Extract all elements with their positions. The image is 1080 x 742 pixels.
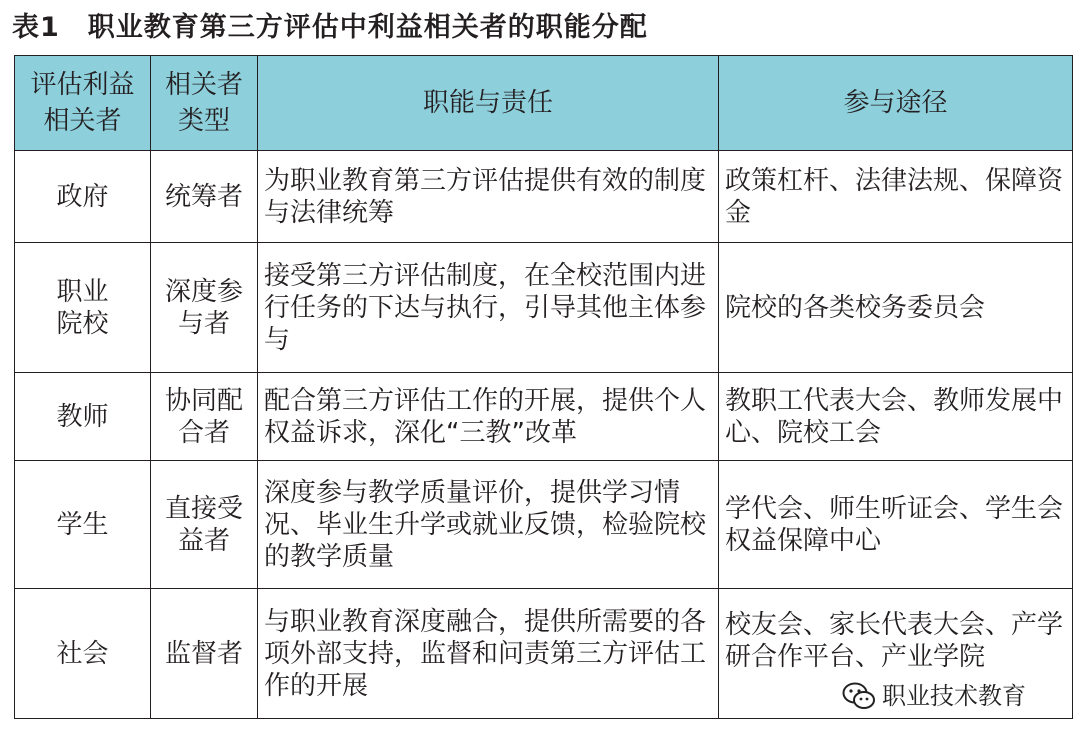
wechat-icon — [842, 681, 876, 711]
wechat-watermark — [842, 678, 1026, 714]
cell-duty: 深度参与教学质量评价，提供学习情况、毕业生升学或就业反馈，检验院校的教学质量 — [258, 461, 719, 589]
cell-type: 监督者 — [151, 589, 258, 719]
cell-channel: 校友会、家长代表大会、产学研合作平台、产业学院 — [719, 589, 1073, 719]
cell-type: 直接受益者 — [151, 461, 258, 589]
cell-channel: 学代会、师生听证会、学生会权益保障中心 — [719, 461, 1073, 589]
header-duty: 职能与责任 — [258, 56, 719, 151]
table-caption: 职业教育第三方评估中利益相关者的职能分配 — [87, 12, 648, 43]
table-number: 表1 — [12, 12, 60, 43]
header-stakeholder: 评估利益相关者 — [15, 56, 151, 151]
cell-stakeholder: 职业院校 — [15, 243, 151, 373]
header-type: 相关者类型 — [151, 56, 258, 151]
table-header-row — [15, 56, 1073, 151]
cell-stakeholder: 政府 — [15, 151, 151, 243]
cell-type: 统筹者 — [151, 151, 258, 243]
cell-channel: 政策杠杆、法律法规、保障资金 — [719, 151, 1073, 243]
cell-duty: 为职业教育第三方评估提供有效的制度与法律统筹 — [258, 151, 719, 243]
cell-type: 协同配合者 — [151, 373, 258, 461]
stakeholder-table — [14, 55, 1073, 719]
table-row — [15, 461, 1073, 589]
table-row — [15, 243, 1073, 373]
cell-duty: 与职业教育深度融合，提供所需要的各项外部支持，监督和问责第三方评估工作的开展 — [258, 589, 719, 719]
cell-channel: 院校的各类校务委员会 — [719, 243, 1073, 373]
cell-channel: 教职工代表大会、教师发展中心、院校工会 — [719, 373, 1073, 461]
watermark-text: 职业技术教育 — [882, 682, 1026, 710]
table-row — [15, 373, 1073, 461]
cell-type: 深度参与者 — [151, 243, 258, 373]
cell-stakeholder: 社会 — [15, 589, 151, 719]
cell-stakeholder: 学生 — [15, 461, 151, 589]
cell-duty: 配合第三方评估工作的开展，提供个人权益诉求，深化“三教”改革 — [258, 373, 719, 461]
cell-stakeholder: 教师 — [15, 373, 151, 461]
table-title — [12, 8, 648, 48]
cell-duty: 接受第三方评估制度，在全校范围内进行任务的下达与执行，引导其他主体参与 — [258, 243, 719, 373]
header-channel: 参与途径 — [719, 56, 1073, 151]
table-row — [15, 151, 1073, 243]
